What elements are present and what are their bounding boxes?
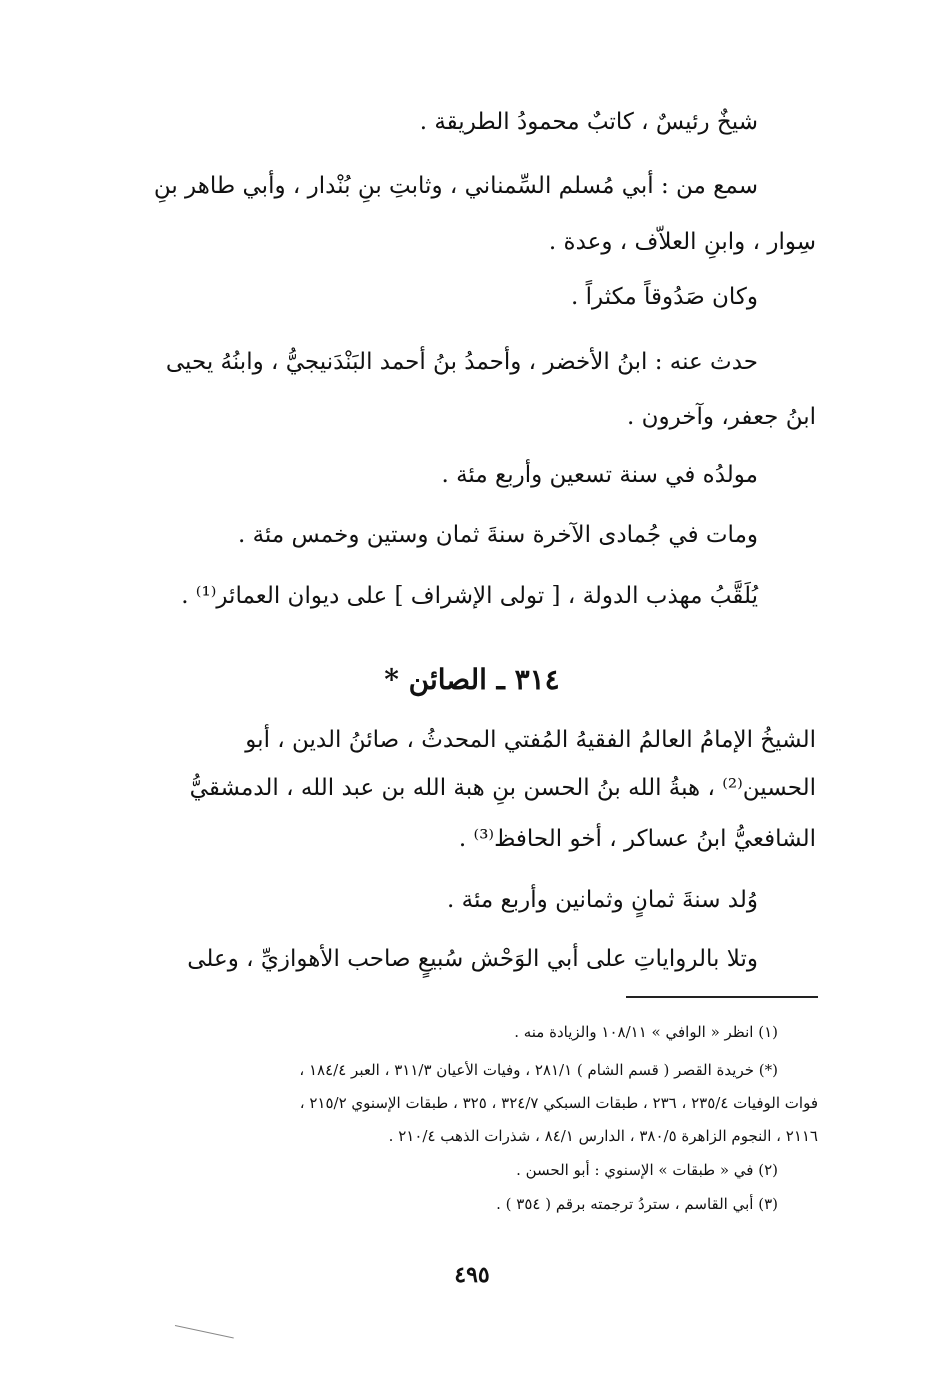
text-line: مولدُه في سنة تسعين وأربع مئة . — [441, 462, 758, 488]
text-line: وُلد سنةَ ثمانٍ وثمانين وأربع مئة . — [446, 887, 758, 913]
text-line: يُلَقَّبُ مهذب الدولة ، [ تولى الإشراف ] على ديوان العمائر⁽¹⁾ . — [181, 583, 758, 609]
footnote: (١) انظر « الوافي » ١٠٨/١١ والزيادة منه . — [514, 1023, 778, 1041]
text-line: حدث عنه : ابنُ الأخضر ، وأحمدُ بنُ أحمد البَنْدَنيجيُّ ، وابنُهُ يحيى — [165, 349, 758, 375]
entry-heading: ٣١٤ ـ الصائن * — [384, 663, 560, 696]
footnote: (٢) في « طبقات » الإسنوي : أبو الحسن . — [516, 1161, 778, 1179]
text-line: سِوار ، وابنِ العلاّف ، وعدة . — [548, 229, 816, 255]
footnote: فوات الوفيات ٢٣٥/٤ ، ٢٣٦ ، طبقات السبكي ٣٢٤/٧ ، ٣٢٥ ، طبقات الإسنوي ٢١٥/٢ ، — [299, 1094, 818, 1112]
text-line: ابنُ جعفر، وآخرون . — [626, 404, 816, 430]
text-line: الحسين⁽²⁾ ، هبةُ الله بنُ الحسن بنِ هبة الله بن عبد الله ، الدمشقيُّ — [189, 775, 816, 801]
page-number: ٤٩٥ — [454, 1262, 490, 1288]
text-line: ومات في جُمادى الآخرة سنةَ ثمان وستين وخمس مئة . — [237, 522, 758, 548]
text-line: وكان صَدُوقاً مكثراً . — [571, 284, 758, 310]
text-line: سمع من : أبي مُسلم السِّمناني ، وثابتِ بنِ بُنْدار ، وأبي طاهر بنِ — [153, 173, 758, 199]
footnote: (٣) أبي القاسم ، ستردُ ترجمته برقم ( ٣٥٤ ) . — [496, 1195, 778, 1213]
footnote: (*) خريدة القصر ( قسم الشام ) ٢٨١/١ ، وفيات الأعيان ٣١١/٣ ، العبر ١٨٤/٤ ، — [299, 1061, 778, 1079]
text-line: الشيخُ الإمامُ العالمُ الفقيهُ المُفتي المحدثُ ، صائنُ الدين ، أبو — [245, 727, 816, 753]
text-line: شيخٌ رئيسٌ ، كاتبٌ محمودُ الطريقة . — [419, 109, 758, 135]
footnote: ٢١١٦ ، النجوم الزاهرة ٣٨٠/٥ ، الدارس ٨٤/١ ، شذرات الذهب ٢١٠/٤ . — [388, 1127, 818, 1145]
text-line: وتلا بالرواياتِ على أبي الوَحْش سُبيعٍ صاحب الأهوازيِّ ، وعلى — [187, 946, 758, 972]
scan-mark — [175, 1325, 234, 1338]
text-line: الشافعيُّ ابنُ عساكر ، أخو الحافظ⁽³⁾ . — [458, 826, 816, 852]
footnote-rule — [626, 996, 818, 998]
